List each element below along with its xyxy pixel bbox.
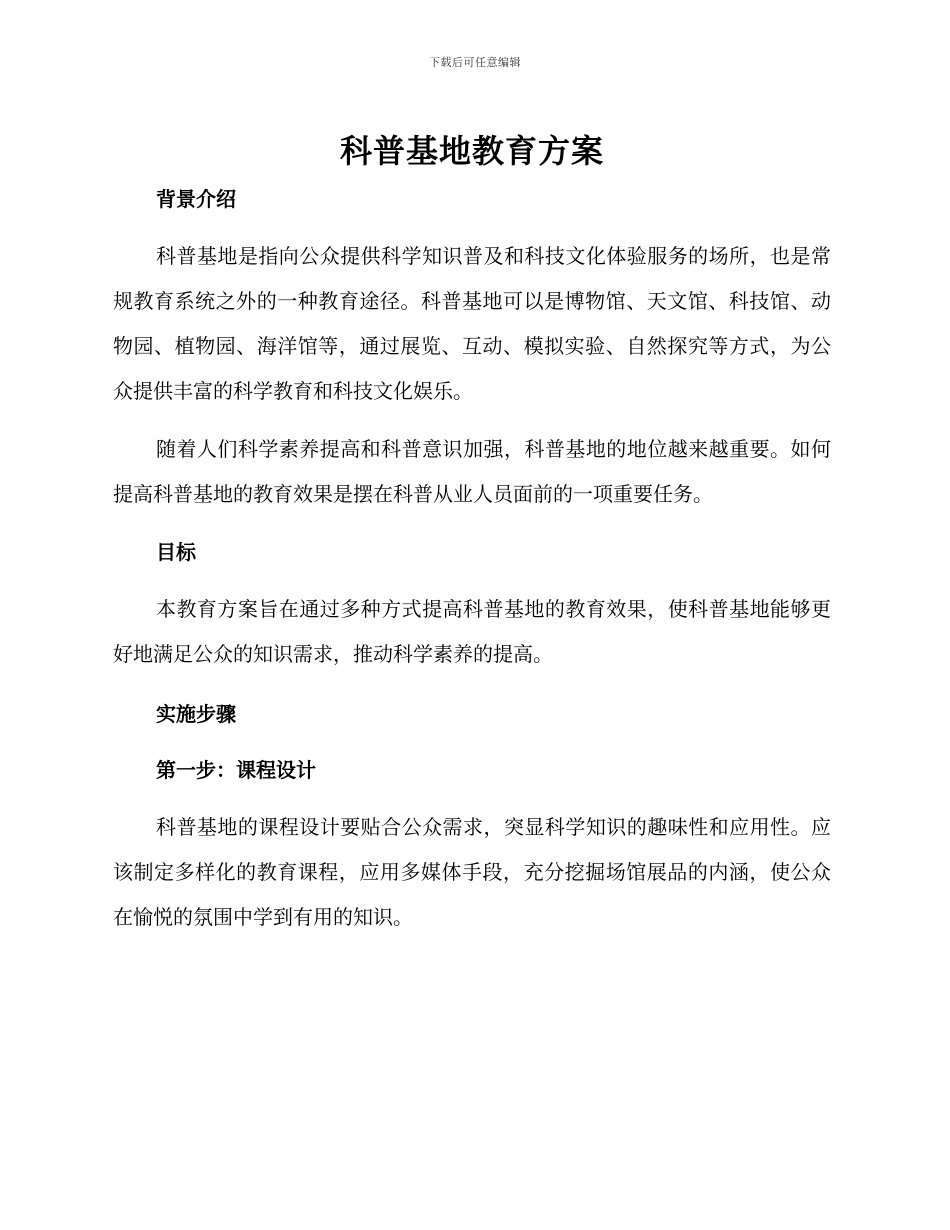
paragraph-background-1: 科普基地是指向公众提供科学知识普及和科技文化体验服务的场所，也是常规教育系统之外的一种教育途径。科普基地可以是博物馆、天文馆、科技馆、动物园、植物园、海洋馆等，通过展览、互动、模拟实验、自然探究等方式，为公众提供丰富的科学教育和科技文化娱乐。 xyxy=(113,244,831,403)
paragraph-goal: 本教育方案旨在通过多种方式提高科普基地的教育效果，使科普基地能够更好地满足公众的知识需求，推动科学素养的提高。 xyxy=(113,597,831,666)
section-heading-goal: 目标 xyxy=(156,540,196,564)
paragraph-background-2: 随着人们科学素养提高和科普意识加强，科普基地的地位越来越重要。如何提高科普基地的教育效果是摆在科普从业人员面前的一项重要任务。 xyxy=(113,437,831,506)
section-heading-steps: 实施步骤 xyxy=(156,702,236,726)
header-note: 下载后可任意编辑 xyxy=(429,56,521,69)
paragraph-step1: 科普基地的课程设计要贴合公众需求，突显科学知识的趣味性和应用性。应该制定多样化的教育课程，应用多媒体手段，充分挖掘场馆展品的内涵，使公众在愉悦的氛围中学到有用的知识。 xyxy=(113,815,831,929)
document-title: 科普基地教育方案 xyxy=(339,132,604,170)
subsection-heading-step1: 第一步：课程设计 xyxy=(156,758,316,782)
section-heading-background: 背景介绍 xyxy=(156,187,236,211)
document-body xyxy=(113,126,831,940)
